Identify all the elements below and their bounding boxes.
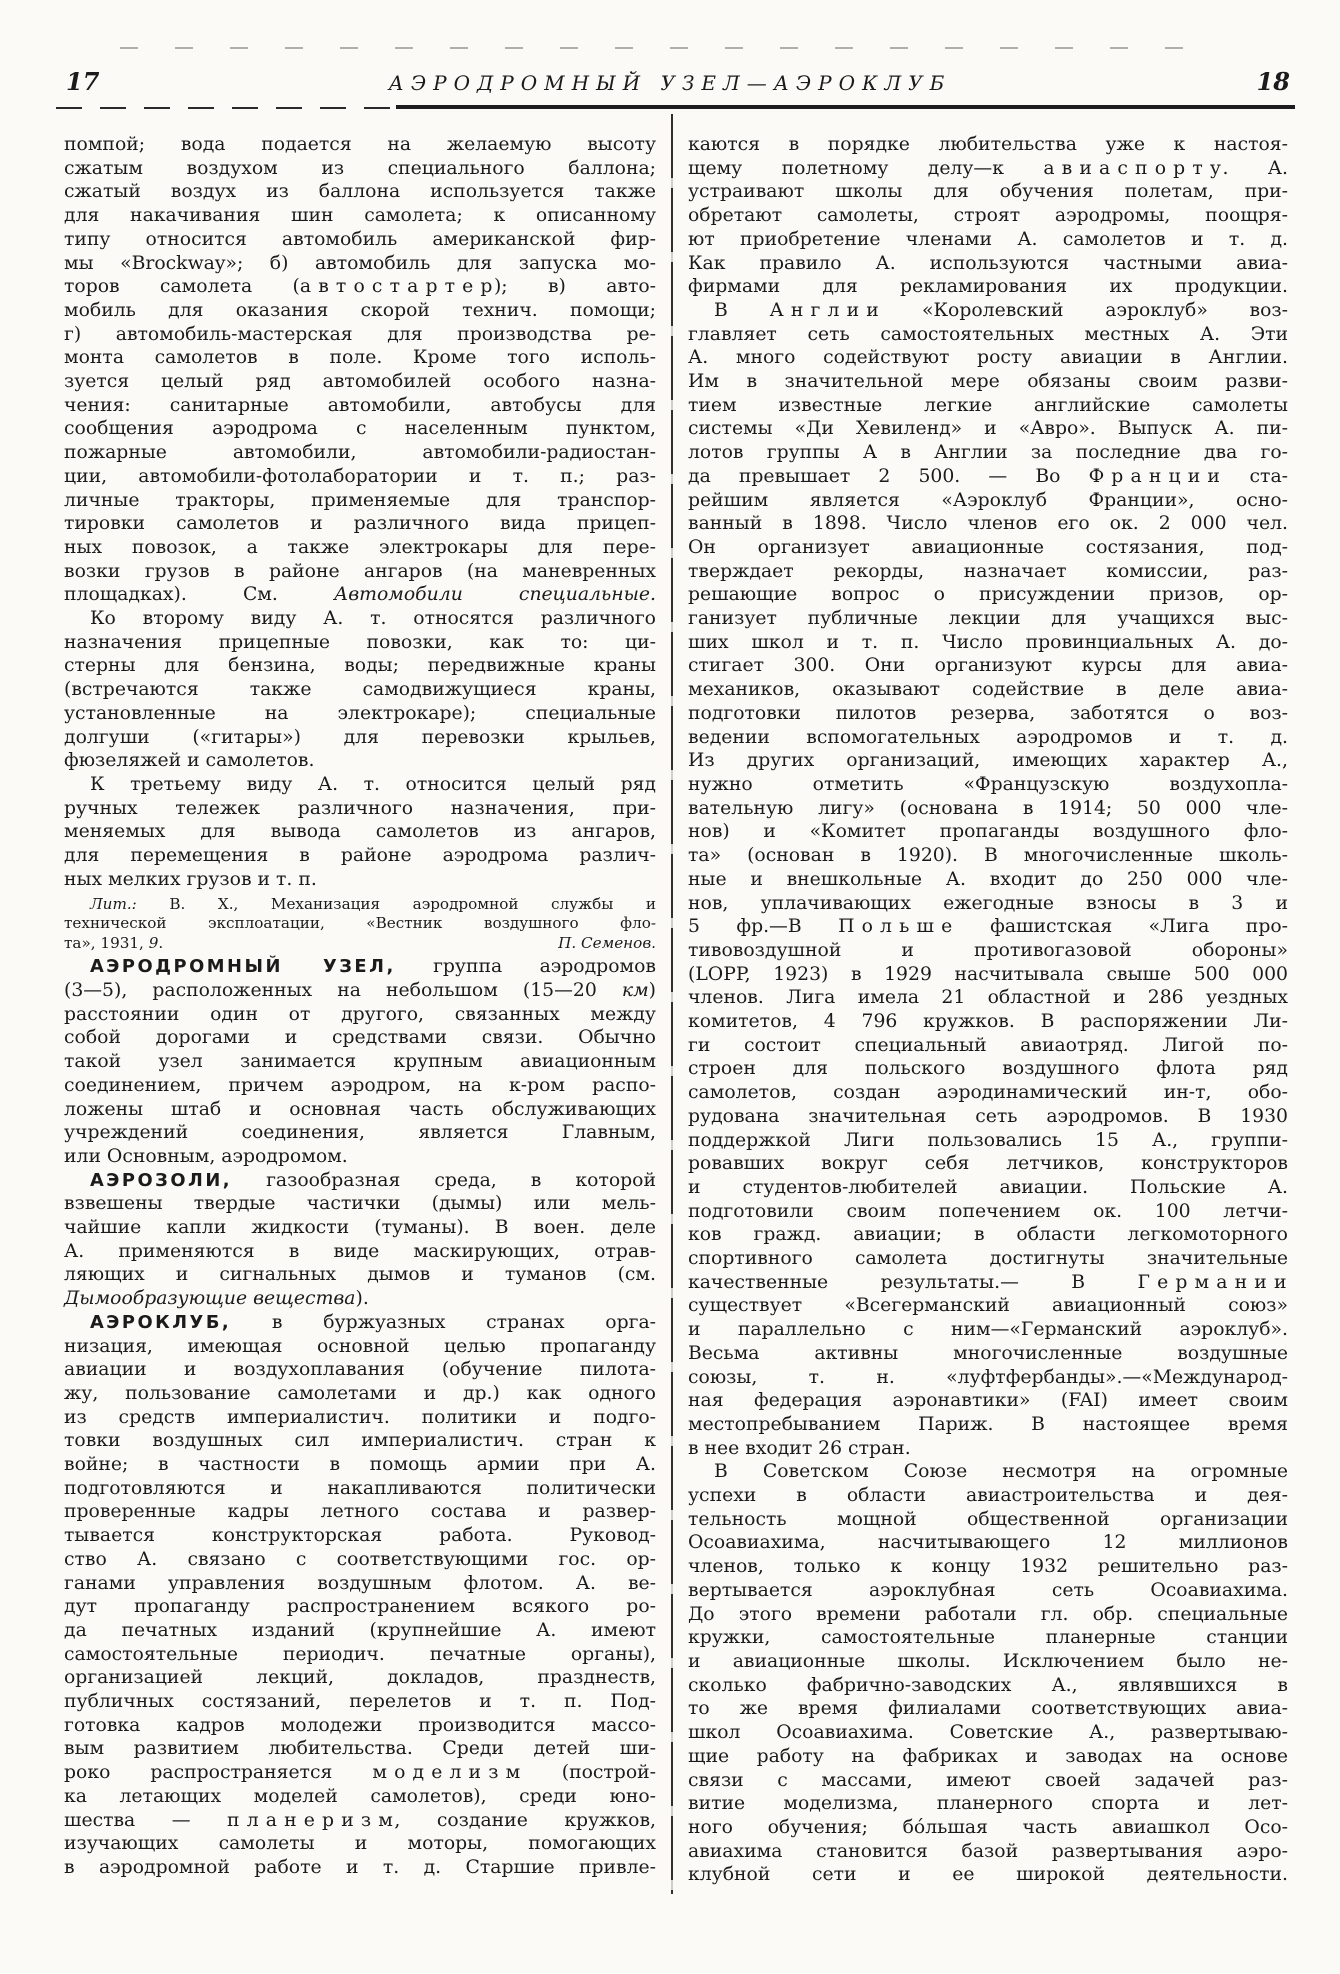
header-rule-dashed-segment [56, 107, 396, 109]
text-run: , создание кружков, [394, 1809, 656, 1831]
text-line: собой дорогами и средствами связи. Обычно [64, 1027, 656, 1049]
text-line: самостоятельные периодич. печатные органы), [64, 1643, 656, 1665]
text-line: кружки, самостоятельные планерные станции [688, 1627, 1288, 1649]
text-line: механиков, оказывают содействие в деле авиа- [688, 679, 1288, 701]
italic-text: Лит.: [90, 894, 137, 913]
text-line: стигает 300. Они организуют курсы для авиа- [688, 655, 1288, 677]
text-line: ного обучения; бо́льшая часть авиашкол Осо- [688, 1816, 1288, 1838]
text-line: мобиль для оказания скорой технич. помощи; [64, 299, 656, 321]
text-line: союзы, т. н. «луфтфербанды».—«Международ- [688, 1366, 1288, 1388]
letterspaced-emphasis: автостартер [299, 276, 500, 298]
text-line: подготовили своим попечением ок. 100 летчи- [688, 1200, 1288, 1222]
text-line: взвешены твердые частички (дымы) или мель- [64, 1193, 656, 1215]
text-line: школ Осоавиахима. Советские А., развертываю- [688, 1722, 1288, 1744]
text-line: ги состоит специальный авиаотряд. Лигой по- [688, 1034, 1288, 1056]
text-line: проверенные кадры летного состава и развер- [64, 1501, 656, 1523]
text-line: ровавших вокруг себя летчиков, конструкторов [688, 1153, 1288, 1175]
text-line: чения: санитарные автомобили, автобусы для [64, 394, 656, 416]
text-line: публичных состязаний, перелетов и т. п. Под- [64, 1691, 656, 1713]
text-line: то же время филиалами соответствующих авиа- [688, 1698, 1288, 1720]
text-line: долгуши («гитары») для перевозки крыльев, [64, 726, 656, 748]
text-run: шества — [64, 1809, 228, 1831]
text-line: Он организует авиационные состязания, под- [688, 536, 1288, 558]
text-run: роко распространяется [64, 1762, 373, 1784]
text-line [64, 979, 656, 1003]
text-run: В. Х., Механизация аэродромной службы и [136, 894, 656, 913]
text-line: и параллельно с ним—«Германский аэроклуб». [688, 1319, 1288, 1341]
text-line: ная федерация аэронавтики» (FAI) имеет своим [688, 1390, 1288, 1412]
text-run: ) [648, 979, 656, 1001]
text-line: Из других организаций, имеющих характер А., [688, 750, 1288, 772]
text-line: соединением, причем аэродром, на к-ром распо- [64, 1074, 656, 1096]
text-run: газообразная среда, в которой [232, 1169, 656, 1191]
text-line [688, 1437, 1288, 1461]
letterspaced-emphasis: Англии [769, 299, 886, 321]
text-line: расстоянии один от другого, связанных между [64, 1003, 656, 1025]
text-line: чайшие капли жидкости (туманы). В воен. деле [64, 1217, 656, 1239]
text-line: системы «Ди Хевиленд» и «Авро». Выпуск А. пи- [688, 418, 1288, 440]
text-line: войне; в частности в помощь армии при А. [64, 1454, 656, 1476]
text-line: помпой; вода подается на желаемую высоту [64, 134, 656, 155]
text-line: назначения прицепные повозки, как то: ци- [64, 631, 656, 653]
text-run: . А. [1222, 157, 1288, 179]
text-line: и студентов-любителей авиации. Польские А. [688, 1176, 1288, 1198]
italic-text: П. Семенов. [558, 933, 656, 952]
text-line: нов, уплачивающих ежегодные взносы в 3 и [688, 892, 1288, 914]
text-line: А. применяются в виде маскирующих, отрав- [64, 1240, 656, 1262]
text-run: в буржуазных странах орга- [231, 1311, 656, 1333]
text-line: поддержкой Лиги пользовались 15 А., группи- [688, 1129, 1288, 1151]
text-line: личные тракторы, применяемые для транспор- [64, 489, 656, 511]
text-line: технической эксплоатации, «Вестник воздушного фло- [64, 914, 656, 933]
text-line: ка летающих моделей самолетов), среди юно- [64, 1785, 656, 1807]
text-line: сжатый воздух из баллона используется также [64, 181, 656, 203]
entry-paragraph [64, 955, 656, 1168]
text-line: ванный в 1898. Число членов его ок. 2 000 чел. [688, 513, 1288, 535]
text-line: нужно отметить «Французскую воздухопла- [688, 773, 1288, 795]
text-run: фюзеляжей и самолетов. [64, 750, 315, 772]
text-line: членов. Лига имела 21 областной и 286 уездных [688, 987, 1288, 1009]
page-number-right: 18 [1256, 67, 1290, 96]
text-line [64, 275, 656, 299]
text-line: для перемещения в районе аэродрома различ- [64, 845, 656, 867]
text-line: изучающих самолеты и моторы, помогающих [64, 1833, 656, 1855]
text-line: вательную лигу» (основана в 1914; 50 000 чле- [688, 797, 1288, 819]
text-line: ных повозок, а также электрокары для пере- [64, 536, 656, 558]
text-line: товки воздушных сил империалистич. стран к [64, 1430, 656, 1452]
text-line: клубной сети и ее широкой деятельности. [688, 1864, 1288, 1886]
text-line: Ко второму виду А. т. относятся различного [90, 608, 656, 630]
running-header-title: АЭРОДРОМНЫЙ УЗЕЛ—АЭРОКЛУБ [388, 71, 952, 95]
entry-paragraph [64, 1311, 656, 1880]
text-line: ные и внешкольные А. входит до 250 000 чле- [688, 868, 1288, 890]
text-line: и авиационные школы. Исключением было не- [688, 1651, 1288, 1672]
text-run: или Основным, аэродромом. [64, 1145, 348, 1167]
letterspaced-emphasis: планеризм [227, 1809, 400, 1831]
text-line: устраивают школы для обучения полетам, при- [688, 181, 1288, 203]
text-line: В Советском Союзе несмотря на огромные [714, 1461, 1288, 1483]
text-line [64, 1145, 656, 1169]
text-line: г) автомобиль-мастерская для производства ре- [64, 323, 656, 345]
text-line: главляет сеть самостоятельных местных А. Эти [688, 323, 1288, 345]
text-line: типу относится автомобиль американской фир- [64, 228, 656, 250]
text-line: тивовоздушной и противогазовой обороны» [688, 939, 1288, 961]
text-line: вым развитием любительства. Среди детей ши- [64, 1738, 656, 1760]
italic-text: 9 [148, 933, 159, 952]
text-line [64, 934, 656, 954]
text-line: та» (основан в 1920). В многочисленные школь- [688, 845, 1288, 867]
entry-headword: АЭРОДРОМНЫЙ УЗЕЛ, [90, 956, 396, 978]
text-line: (LOPP, 1923) в 1929 насчитывала свыше 500 000 [688, 963, 1288, 985]
text-line: Как правило А. используются частными авиа- [688, 252, 1288, 274]
text-line: стерны для бензина, воды; передвижные краны [64, 655, 656, 677]
text-line [64, 955, 656, 979]
text-line: ют приобретение членами А. самолетов и т. д. [688, 228, 1288, 250]
text-line: решающие вопрос о присуждении призов, ор- [688, 584, 1288, 606]
text-line: подготовляются и накапливаются политически [64, 1477, 656, 1499]
text-line: тием известные легкие английские самолеты [688, 394, 1288, 416]
text-line: рудована значительная сеть аэродромов. В 1930 [688, 1105, 1288, 1127]
lit-source-text [64, 934, 163, 954]
text-line: сколько фабрично-заводских А., являвшихся в [688, 1674, 1288, 1696]
text-run: В [714, 299, 770, 321]
text-line [64, 1311, 656, 1335]
paragraph [64, 607, 656, 773]
text-line: А. много содействуют росту авиации в Англии. [688, 347, 1288, 369]
italic-text: Дымообразующие вещества [64, 1288, 356, 1310]
text-line: Им в значительной мере обязаны своим разви- [688, 371, 1288, 393]
text-line: пожарные автомобили, автомобили-радиостан- [64, 442, 656, 464]
text-run: . [158, 933, 164, 952]
text-line: членов, только к концу 1932 решительно раз- [688, 1556, 1288, 1578]
text-line: тировки самолетов и различного вида прицеп- [64, 513, 656, 535]
italic-text: Автомобили специальные. [334, 584, 656, 606]
text-line [64, 1287, 656, 1311]
text-line: меняемых для вывода самолетов из ангаров, [64, 821, 656, 843]
entry-headword: АЭРОЗОЛИ, [90, 1169, 233, 1191]
text-line: лотов группы А в Англии за последние два го- [688, 442, 1288, 464]
text-line [64, 749, 656, 773]
text-line: ручных тележек различного назначения, при- [64, 797, 656, 819]
paragraph [688, 133, 1288, 299]
text-line: ции, автомобили-фотолаборатории и т. п.; раз- [64, 465, 656, 487]
author-signature [558, 934, 656, 954]
text-line: успехи в области авиастроительства и дея- [688, 1485, 1288, 1507]
paragraph [688, 299, 1294, 1460]
text-line: До этого времени работали гл. обр. специальные [688, 1603, 1288, 1625]
text-line: спортивного самолета достигнуты значительные [688, 1248, 1288, 1270]
text-line: ших школ и т. п. Число провинциальных А. до- [688, 631, 1288, 653]
text-run: группа аэродромов [395, 956, 656, 978]
text-line [688, 915, 1288, 939]
text-line: существует «Всегерманский авиационный союз» [688, 1295, 1288, 1317]
letterspaced-emphasis: авиаспорту [1043, 157, 1229, 179]
text-line: монта самолетов в поле. Кроме того исполь- [64, 347, 656, 369]
paragraph [688, 1460, 1288, 1887]
letterspaced-emphasis: Германии [1137, 1271, 1294, 1293]
text-run: да превышает 2 500. — Во [688, 465, 1089, 487]
text-run: (3—5), расположенных на небольшом (15—20 [64, 979, 622, 1001]
text-line: мы «Brockway»; б) автомобиль для запуска мо- [64, 252, 656, 274]
entry-paragraph [64, 1169, 656, 1311]
text-line: фирмами для рекламирования их продукции. [688, 276, 1288, 298]
text-run: 5 фр.—В [688, 916, 839, 938]
text-line: возки грузов в районе ангаров (на маневренных [64, 560, 656, 582]
text-line [64, 895, 656, 915]
text-line: низация, имеющая основной целью пропаганду [64, 1335, 656, 1357]
text-line: Весьма активны многочисленные воздушные [688, 1342, 1288, 1364]
text-line: учреждений соединения, является Главным, [64, 1122, 656, 1144]
text-line: строен для польского воздушного флота ряд [688, 1058, 1288, 1080]
text-line: тельность мощной общественной организации [688, 1508, 1288, 1530]
text-line: зуется целый ряд автомобилей особого назна- [64, 371, 656, 393]
text-run: ных мелких грузов и т. п. [64, 868, 317, 890]
text-run: та», 1931, [64, 933, 149, 952]
letterspaced-emphasis: Польше [838, 916, 960, 938]
text-line: для накачивания шин самолета; к описанному [64, 205, 656, 227]
text-line: ков гражд. авиации; в области легкомоторного [688, 1224, 1288, 1246]
text-line: щие работу на фабриках и заводах на основе [688, 1745, 1288, 1767]
text-line: (встречаются также самодвижущиеся краны, [64, 679, 656, 701]
text-line: местопребыванием Париж. В настоящее время [688, 1413, 1288, 1435]
right-column [688, 133, 1294, 1887]
text-line: Осоавиахима, насчитывающего 12 миллионов [688, 1532, 1288, 1554]
text-line: установленные на электрокаре); специальные [64, 702, 656, 724]
text-line [688, 465, 1288, 489]
text-run: ). [355, 1288, 369, 1310]
text-line: да печатных изданий (крупнейшие А. имеют [64, 1619, 656, 1641]
letterspaced-emphasis: моделизм [372, 1762, 528, 1784]
text-line: ганизует публичные лекции для учащихся выс- [688, 608, 1288, 630]
column-divider-rule [671, 114, 673, 1894]
text-line [64, 1809, 656, 1833]
text-run: качественные результаты.— В [688, 1271, 1138, 1293]
text-line: ство А. связано с соответствующими гос. ор- [64, 1548, 656, 1570]
text-run: площадках). См. [64, 584, 335, 606]
scan-artifact-rule [120, 47, 1220, 49]
text-line [688, 157, 1288, 181]
text-run: фашистская «Лига про- [953, 916, 1288, 938]
text-line [64, 868, 656, 892]
text-run: ); в) авто- [493, 276, 657, 298]
text-line: авиахима становится базой развертывания аэро- [688, 1840, 1288, 1862]
paragraph [64, 773, 656, 892]
paragraph [64, 133, 656, 607]
letterspaced-emphasis: Франции [1088, 465, 1228, 487]
text-line: дут пропаганду распространением всякого ро- [64, 1596, 656, 1618]
text-line: тывается конструкторская работа. Руковод- [64, 1525, 656, 1547]
text-line: вертывается аэроклубная сеть Осоавиахима. [688, 1579, 1288, 1601]
header-rule [396, 105, 1295, 109]
text-line: такой узел занимается крупным авиационным [64, 1051, 656, 1073]
left-column [64, 133, 656, 1880]
page-number-left: 17 [66, 67, 100, 96]
text-line: ложены штаб и основная часть обслуживающих [64, 1098, 656, 1120]
text-line: подготовки пилотов резерва, заботятся о воз- [688, 702, 1288, 724]
text-line: сжатым воздухом из специального баллона; [64, 157, 656, 179]
text-line: рейшим является «Аэроклуб Франции», осно- [688, 489, 1288, 511]
text-line: комитетов, 4 796 кружков. В распоряжении Ли- [688, 1011, 1288, 1033]
text-line [688, 1271, 1294, 1295]
text-line: организацией лекций, докладов, празднеств, [64, 1667, 656, 1689]
entry-headword: АЭРОКЛУБ, [90, 1311, 232, 1333]
italic-text: км [621, 979, 649, 1001]
text-line: связи с массами, имеют своей задачей раз- [688, 1769, 1288, 1791]
text-line: каются в порядке любительства уже к настоя- [688, 134, 1288, 155]
text-line: ведении вспомогательных аэродромов и т. д. [688, 726, 1288, 748]
text-line: из средств империалистич. политики и подго- [64, 1406, 656, 1428]
literature-note [64, 895, 656, 954]
text-line: ляющих и сигнальных дымов и туманов (см. [64, 1264, 656, 1286]
text-line: жу, пользование самолетами и др.) как одного [64, 1382, 656, 1404]
text-line: тверждает рекорды, назначает комиссии, раз- [688, 560, 1288, 582]
text-run: щему полетному делу—к [688, 157, 1044, 179]
text-line: нов) и «Комитет пропаганды воздушного фло- [688, 821, 1288, 843]
text-line: готовка кадров молодежи производится массо- [64, 1714, 656, 1736]
text-line [64, 1761, 656, 1785]
text-run: «Королевский аэроклуб» воз- [880, 299, 1288, 321]
text-line: ганами управления воздушным флотом. А. ве- [64, 1572, 656, 1594]
text-run: (построй- [521, 1762, 656, 1784]
text-line: сообщения аэродрома с населенным пунктом, [64, 418, 656, 440]
text-line [64, 583, 656, 607]
text-line [64, 1169, 656, 1193]
text-run: ста- [1221, 465, 1288, 487]
text-line: обретают самолеты, строят аэродромы, поощря- [688, 205, 1288, 227]
text-line [688, 299, 1288, 323]
text-line: авиации и воздухоплавания (обучение пилота- [64, 1359, 656, 1381]
text-line: самолетов, создан аэродинамический ин-т, обо- [688, 1082, 1288, 1104]
text-run: в нее входит 26 стран. [688, 1437, 911, 1459]
text-line: в аэродромной работе и т. д. Старшие привле- [64, 1857, 656, 1878]
text-line: К третьему виду А. т. относится целый ряд [90, 773, 656, 795]
text-line: витие моделизма, планерного спорта и лет- [688, 1793, 1288, 1815]
text-run: торов самолета ( [64, 276, 300, 298]
